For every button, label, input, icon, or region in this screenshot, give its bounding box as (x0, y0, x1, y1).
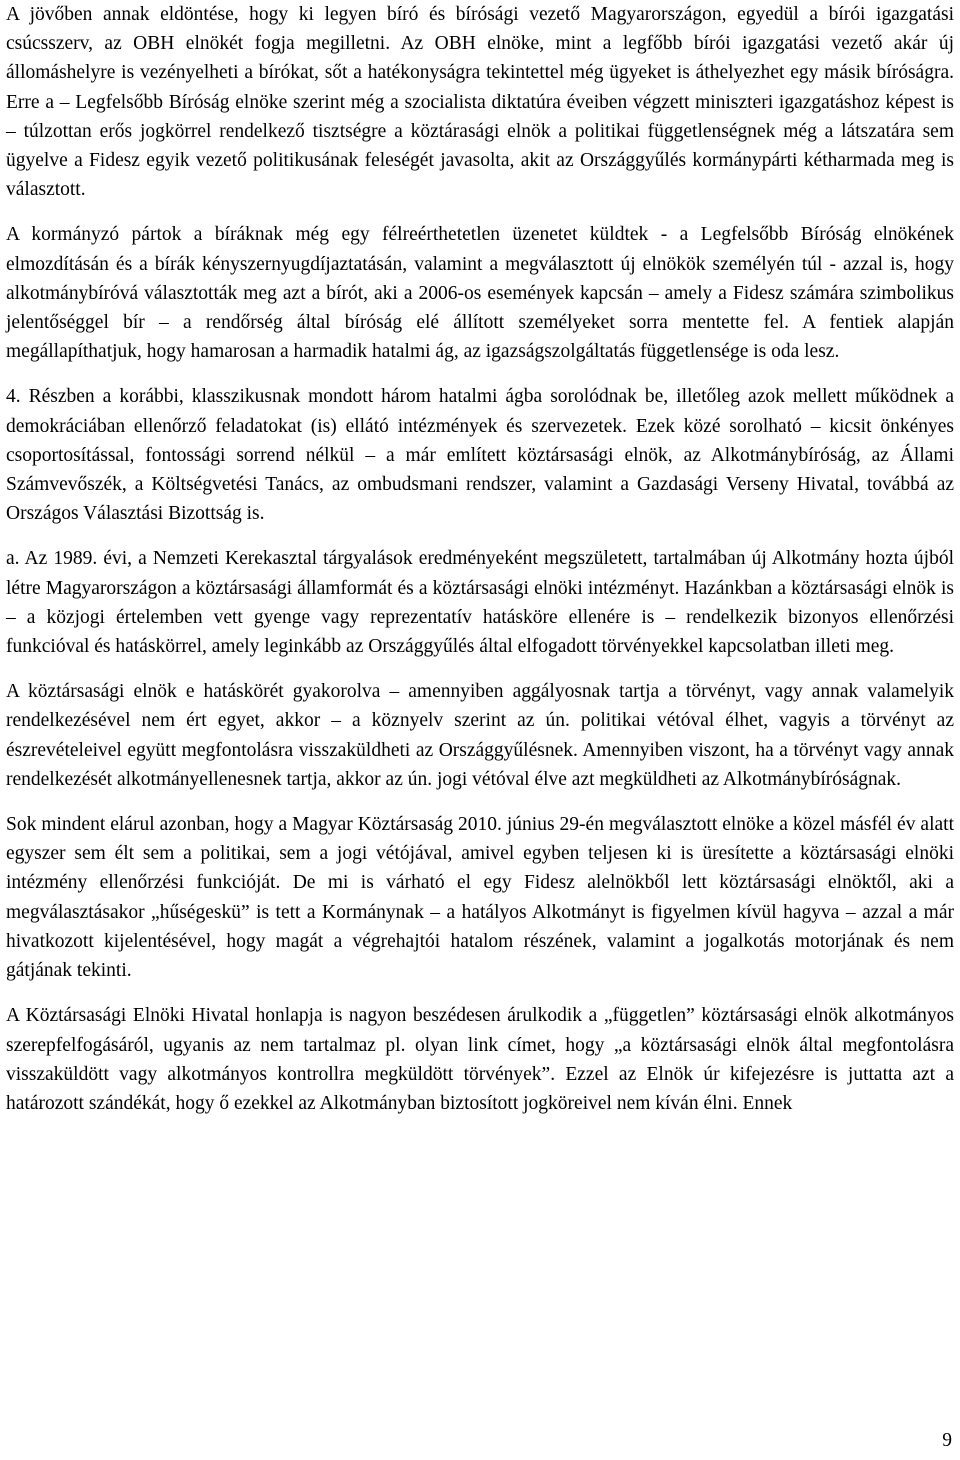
paragraph-gap (6, 661, 954, 677)
paragraph-2: A kormányzó pártok a bíráknak még egy félreérthetetlen üzenetet küldtek - a Legfelsőbb Bíróság elnökének elmozdításán és a bírák kényszernyugdíjaztatásán, valamint a megválasztott új elnökök személyén túl - azzal is, hogy alkotmánybíróvá választották meg azt a bírót, aki a 2006-os események kapcsán – amely a Fidesz számára szimbolikus jelentőséggel bír – a rendőrség által bíróság elé állított személyeket sorra mentette fel. A fentiek alapján megállapíthatjuk, hogy hamarosan a harmadik hatalmi ág, az igazságszolgáltatás függetlensége is oda lesz. (6, 224, 954, 363)
paragraph-7: A Köztársasági Elnöki Hivatal honlapja is nagyon beszédesen árulkodik a „független” köztársasági elnök alkotmányos szerepfelfogásáról, ugyanis az nem tartalmaz pl. olyan link címet, hogy „a köztársasági elnök által megfontolásra visszaküldött vagy alkotmányos kontrollra megküldött törvények”. Ezzel az Elnök úr kifejezésre is juttatta azt a határozott szándékát, hogy ő ezekkel az Alkotmányban biztosított jogköreivel nem kíván élni. Ennek (6, 1005, 954, 1114)
paragraph-4: a. Az 1989. évi, a Nemzeti Kerekasztal tárgyalások eredményeként megszületett, tartalmában új Alkotmány hozta újból létre Magyarországon a köztársasági államformát és a köztársasági elnöki intézményt. Hazánkban a köztársasági elnök is – a közjogi értelemben vett gyenge vagy reprezentatív hatásköre ellenére is – rendelkezik bizonyos ellenőrzési funkcióval és hatáskörrel, amely leginkább az Országgyűlés által elfogadott törvényekkel kapcsolatban illeti meg. (6, 548, 954, 658)
paragraph-6: Sok mindent elárul azonban, hogy a Magyar Köztársaság 2010. június 29-én megválasztott elnöke a közel másfél év alatt egyszer sem élt sem a politikai, sem a jogi vétójával, amivel egyben teljesen ki is üresítette a köztársasági elnöki intézmény ellenőrzési funkcióját. De mi is várható el egy Fidesz alelnökből lett köztársasági elnöktől, aki a megválasztásakor „hűségeskü” is tett a Kormánynak – a hatályos Alkotmányt is figyelmen kívül hagyva – azzal a már hivatkozott kijelentésével, hogy magát a végrehajtói hatalom részének, valamint a jogalkotás motorjának és nem gátjának tekinti. (6, 814, 954, 982)
paragraph-1: A jövőben annak eldöntése, hogy ki legyen bíró és bírósági vezető Magyarországon, egyedül a bírói igazgatási csúcsszerv, az OBH elnökét fogja megilletni. Az OBH elnöke, mint a legfőbb bírói igazgatási vezető akár új állomáshelyre is vezényelheti a bírókat, sőt a hatékonyságra tekintettel még ügyeket is áthelyezhet egy másik bíróságra. Erre a – Legfelsőbb Bíróság elnöke szerint még a szocialista diktatúra éveiben végzett miniszteri igazgatáshoz képest is – túlzottan erős jogkörrel rendelkező tisztségre a köztárasági elnök a politikai függetlenségnek még a látszatára sem ügyelve a Fidesz egyik vezető politikusának feleségét javasolta, akit az Országgyűlés kormánypárti kétharmada meg is választott. (6, 4, 954, 201)
paragraph-gap (6, 528, 954, 544)
paragraph-gap (6, 985, 954, 1001)
paragraph-gap (6, 794, 954, 810)
paragraph-3: 4. Részben a korábbi, klasszikusnak mondott három hatalmi ágba sorolódnak be, illetőleg azok mellett működnek a demokráciában ellenőrző feladatokat (is) ellátó intézmények és szervezetek. Ezek közé sorolható – kicsit önkényes csoportosítással, fontossági sorrend nélkül – a már említett köztársasági elnök, az Alkotmánybíróság, az Állami Számvevőszék, a Költségvetési Tanács, az ombudsmani rendszer, valamint a Gazdasági Verseny Hivatal, továbbá az Országos Választási Bizottság is. (6, 386, 954, 525)
paragraph-gap (6, 204, 954, 220)
document-page (6, 0, 954, 1118)
paragraph-5: A köztársasági elnök e hatáskörét gyakorolva – amennyiben aggályosnak tartja a törvényt, vagy annak valamelyik rendelkezésével nem ért egyet, akkor – a köznyelv szerint az ún. politikai vétóval élhet, vagyis a törvényt az észrevételeivel együtt megfontolásra visszaküldheti az Országgyűlésnek. Amennyiben viszont, ha a törvényt vagy annak rendelkezését alkotmányellenesnek tartja, akkor az ún. jogi vétóval élve azt megküldheti az Alkotmánybíróságnak. (6, 681, 954, 790)
page-number: 9 (942, 1430, 952, 1451)
paragraph-gap (6, 366, 954, 382)
